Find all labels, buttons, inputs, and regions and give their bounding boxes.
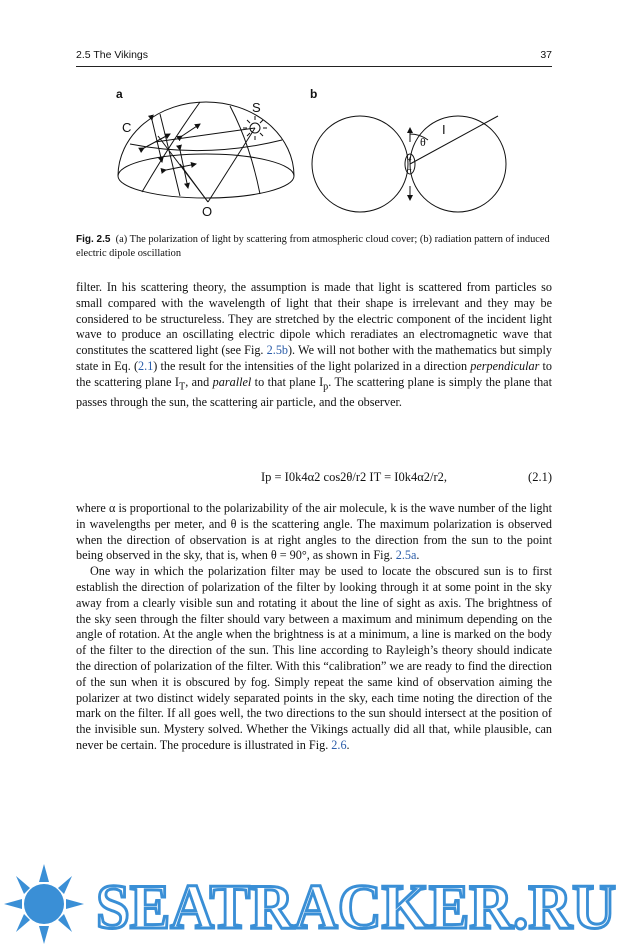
sun-icon [4, 864, 84, 944]
p1-text-b: ). We will not bother with the mathematics but simply state in Eq. ( [76, 343, 552, 373]
caption-text: (a) The polarization of light by scattering from atmospheric cloud cover; (b) radiation pattern of induced electric dipole oscillation [76, 234, 550, 259]
panel-b-diagram [312, 116, 506, 212]
ref-fig-2-5b[interactable]: 2.5b [266, 343, 288, 358]
p1-sub-p: p [323, 381, 329, 393]
watermark-logo [0, 864, 628, 944]
p1-text-a: filter. In his scattering theory, the assumption is made that light is scattered from particles so small compared with the wavelength of light that their shape is irrelevant and they may be considered to be structureless. They are stretched by the electric component of the incident light wave to produce an oscillating electric dipole which reradiates an electromagnetic wave that constitutes the scattered light (see Fig. [76, 280, 552, 358]
page-number: 37 [540, 49, 552, 61]
label-i: I [442, 122, 446, 137]
p1-text-f: to that plane I [251, 374, 324, 389]
label-plus: + [407, 155, 412, 164]
ref-fig-2-6[interactable]: 2.6 [331, 737, 347, 752]
ref-fig-2-5a[interactable]: 2.5a [395, 548, 417, 563]
watermark-text: SEATRACKER.RU [96, 871, 616, 942]
equation-number: (2.1) [528, 470, 552, 484]
p1-perpendicular: perpendicular [470, 358, 540, 373]
label-minus: − [407, 165, 412, 174]
paragraph-2-and-3 [76, 501, 552, 754]
panel-a-label: a [116, 87, 123, 101]
section-title: 2.5 The Vikings [76, 49, 148, 61]
p1-text-d: to the scattering plane I [76, 358, 553, 389]
panel-b-label: b [310, 87, 318, 101]
p3-text-b: . [346, 737, 350, 752]
p1-sub-t: T [178, 381, 186, 393]
p1-text-c: ) the result for the intensities of the light polarized in a direction [153, 358, 471, 373]
figure-caption [76, 233, 552, 260]
equation-2-1 [76, 470, 552, 488]
ref-eq-2-1[interactable]: 2.1 [138, 358, 154, 373]
p1-parallel: parallel [212, 374, 252, 389]
p1-text-g: . The scattering plane is simply the plane that passes through the sun, the scattering air particle, and the observer. [76, 374, 552, 410]
p2-text-b: . [416, 548, 420, 563]
p3-text-a: One way in which the polarization filter may be used to locate the obscured sun is to first establish the direction of polarization of the filter by looking through it at some point in the sky away from a clearly visible sun and rotating it about the line of sight as axis. The brightness of the sky seen through the filter should vary between a maximum and minimum depending on the angle of rotation. At the angle when the brightness is at a minimum, a line is marked on the body of the filter to the direction of the sun. This line according to Rayleigh’s theory should indicate the direction of polarization of the filter. With this “calibration” we are ready to find the direction of the sun when it is obscured by fog. Simply repeat the same kind of observation aiming the polarizer at two distinct widely separated points in the sky, each time noting the direction of the mark on the filter. If all goes well, the two directions to the sun should intersect at the position of the invisible sun. Mystery solved. Whether the Vikings actually did all that, while plausible, can never be certain. The procedure is illustrated in Fig. [76, 564, 552, 752]
paragraph-1 [76, 280, 552, 411]
figure-2-5 [100, 84, 530, 224]
label-s: S [252, 100, 261, 115]
p2-text-a: where α is proportional to the polarizability of the air molecule, k is the wave number of the light in wavelengths per meter, and θ is the scattering angle. The maximum polarization is observed when the direction of observation is at right angles to the direction from the sun to the point being observed in the sky, that is, when θ = 90°, as shown in Fig. [76, 501, 552, 563]
header-rule [76, 66, 552, 67]
equation-formula: Ip = I0k4α2 cos2θ/r2 IT = I0k4α2/r2, [260, 470, 448, 484]
label-c: C [122, 120, 132, 135]
p1-text-e: , and [185, 374, 213, 389]
panel-a-diagram [118, 102, 294, 202]
caption-label: Fig. 2.5 [76, 234, 111, 245]
label-theta: θ [420, 135, 426, 149]
label-o: O [202, 204, 213, 219]
